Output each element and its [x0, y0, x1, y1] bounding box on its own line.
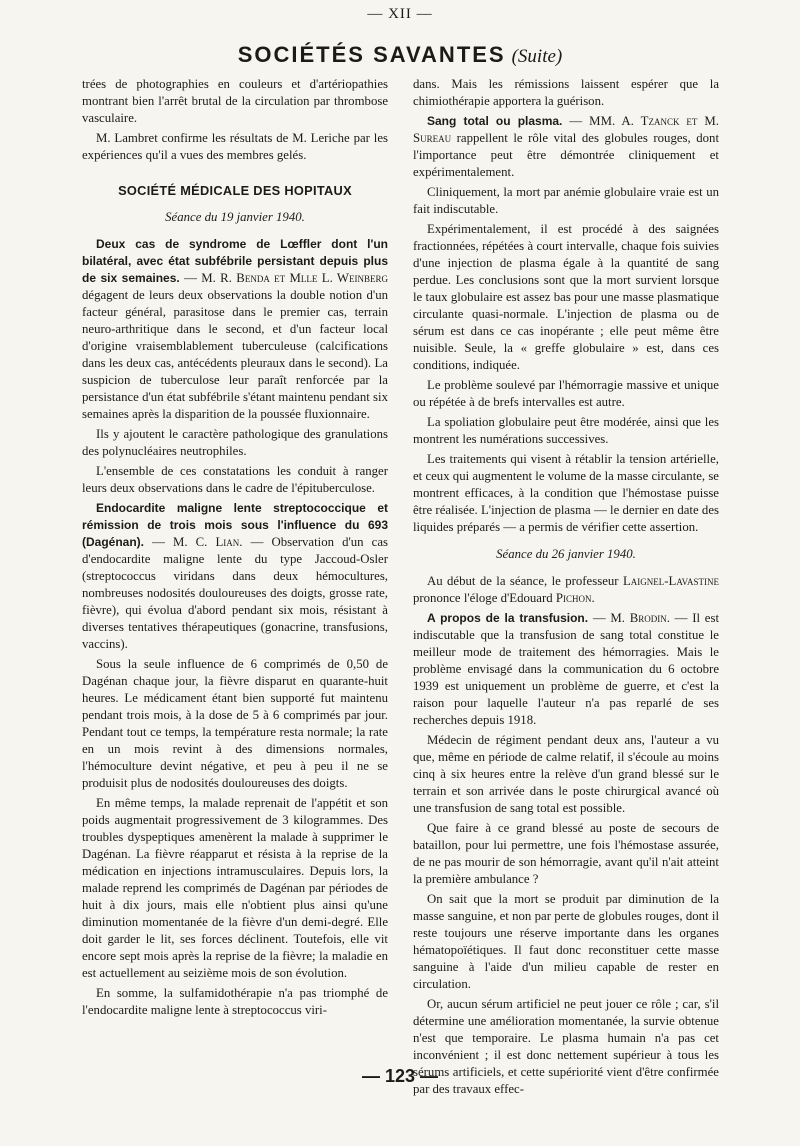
session-date: Séance du 19 janvier 1940. [165, 210, 305, 224]
paragraph: L'ensemble de ces constatations les conduit à ranger leurs deux observations dans le cadre de l'épituberculose. [82, 464, 388, 495]
paragraph: Les traitements qui visent à rétablir la tension artérielle, et ceux qui augmentent le volume de la masse circulante, se montrent efficaces, à la condition que l'hémostase puisse être réalisée. L'injection de plasma — le dernier en date des liquides préparés — a permis de vérifier cette assertion. [413, 452, 719, 534]
paragraph: Le problème soulevé par l'hémorragie massive et unique ou répétée à de brefs intervalles est autre. [413, 378, 719, 409]
paragraph: M. Lambret confirme les résultats de M. Leriche par les expériences qu'il a vues des membres gelés. [82, 131, 388, 162]
paragraph: Cliniquement, la mort par anémie globulaire vraie est un fait indiscutable. [413, 185, 719, 216]
article-text: — Observation d'un cas d'endocardite maligne lente du type Jaccoud-Osler (streptococcus viridans dans deux hémocultures, nombreuses nodosités douloureuses des doigts, grosse rate, fièvre), qui évolua d'abord pendant six mois, résistant à diverses tentatives thérapeutiques (gonacrine, transfusions, vaccins). [82, 535, 389, 651]
article-paragraph [413, 610, 719, 729]
society-title: SOCIÉTÉ MÉDICALE DES HOPITAUX [118, 183, 352, 198]
article-paragraph [82, 500, 388, 653]
article-paragraph [413, 113, 719, 181]
paragraph: Ils y ajoutent le caractère pathologique des granulations des polynucléaires neutrophiles. [82, 427, 388, 458]
session-date: Séance du 26 janvier 1940. [496, 547, 636, 561]
paragraph: Que faire à ce grand blessé au poste de secours de bataillon, pour lui permettre, une fois l'hémostase assurée, de ne pas mourir de son hémorragie, avant qu'il n'ait atteint la première ambulance ? [413, 821, 719, 886]
text-run: . [591, 591, 595, 605]
article-text: — Il est indiscutable que la transfusion de sang total constitue le meilleur mode de traitement des hémorragies. Mais le problème envisagé dans la communication du 6 octobre 1939 est uniquement un problème de guerre, et c'est la raison pour laquelle l'auteur n'a pas reparlé de ses recherches depuis 1918. [413, 611, 719, 727]
person-name: Laignel-Lavastine [622, 574, 719, 588]
paragraph: trées de photographies en couleurs et d'artériopathies montrant bien l'arrêt brutal de la circulation par thrombose vasculaire. [82, 77, 388, 125]
page-number: — 123 — [361, 1066, 439, 1086]
article-authors: — MM. A. Tzanck et M. Sureau [413, 114, 719, 145]
paragraph: Sous la seule influence de 6 comprimés de 0,50 de Dagénan chaque jour, la fièvre disparut en quarante-huit heures. Le médicament étant bien supporté fut maintenu pendant trois mois, à la dose de 5 à 6 comprimés par jour. Pendant tout ce temps, la température resta normale; la rate en un mois revint à des dimensions normales, l'hémoculture devint négative, et peu à peu il ne se produisit plus de nodosités douloureuses des doigts. [82, 657, 388, 790]
article-title: Deux cas de syndrome de Lœffler dont l'un bilatéral, avec état subfébrile persistant depuis plus de six semaines. [82, 237, 388, 285]
article-authors: — M. Brodin. [588, 611, 670, 625]
paragraph: On sait que la mort se produit par diminution de la masse sanguine, et non par perte de globules rouges, dont il reste toujours une réserve importante dans les organes hématopoïétiques. Il faut donc reconstituer cette masse sanguine à l'aide d'un milieu capable de rester en circulation. [413, 892, 719, 991]
article-title: Sang total ou plasma. [427, 114, 563, 128]
right-column [413, 76, 719, 1096]
text-run: Au début de la séance, le professeur [427, 574, 623, 588]
roman-folio: — XII — [367, 6, 433, 22]
paragraph: dans. Mais les rémissions laissent espérer que la chimiothérapie apportera la guérison. [413, 77, 719, 108]
paragraph: Or, aucun sérum artificiel ne peut jouer ce rôle ; car, s'il détermine une amélioration momentanée, la survie obtenue n'est que temporaire. Le plasma humain n'a pas cet inconvénient ; il est donc nettement supérieur à tous les sérums artificiels, et cette supériorité vient d'être confirmée par des travaux effec- [413, 997, 719, 1096]
paragraph: En somme, la sulfamidothérapie n'a pas triomphé de l'endocardite maligne lente à streptococcus viri- [82, 986, 388, 1017]
paragraph [413, 573, 719, 607]
article-text: rappellent le rôle vital des globules rouges, dont l'importance peut être démontrée cliniquement et expérimentalement. [413, 131, 719, 179]
article-authors: — M. R. Benda et Mlle L. Weinberg [179, 271, 388, 285]
left-column [82, 76, 388, 1061]
paragraph: En même temps, la malade reprenait de l'appétit et son poids augmentait progressivement de 3 kilogrammes. Des troubles dyspeptiques amenèrent la malade à supprimer le Dagénan. La fièvre réapparut et résista à la reprise de la médication en injections intramusculaires. Depuis lors, la malade reprend les comprimés de Dagénan par périodes de huit à dix jours, mais elle n'obtient plus ainsi qu'une diminution momentanée de la fièvre d'un demi-degré. Elle doit garder le lit, ses forces déclinent. Toutefois, elle vit encore sept mois après la reprise de la fièvre; la maladie en est actuellement au seizième mois de son évolution. [82, 796, 388, 980]
header-suite: (Suite) [511, 46, 563, 67]
article-authors: — M. C. Lian. [144, 535, 243, 549]
article-title: A propos de la transfusion. [427, 611, 589, 625]
article-paragraph [82, 236, 388, 423]
person-name: Pichon [555, 591, 592, 605]
paragraph: Médecin de régiment pendant deux ans, l'auteur a vu que, même en période de calme relatif, il s'écoule au moins cinq à six heures entre la relève d'un grand blessé sur le terrain et son arrivée dans le poste chirurgical avancé où une transfusion de sang total est possible. [413, 733, 719, 815]
article-title: Endocardite maligne lente streptococcique et rémission de trois mois sous l'influence du 693 (Dagénan). [82, 501, 388, 549]
text-run: prononce l'éloge d'Edouard [413, 591, 556, 605]
paragraph: Expérimentalement, il est procédé à des saignées fractionnées, répétées à court intervalle, chaque fois suivies d'une injection de plasma égale à la quantité de sang perdue. Les conclusions sont que la mort survient lorsque le taux globulaire est assez bas pour une masse plasmatique circulante quasi-normale. L'injection de plasma ou de sérum est dans ce cas inopérante ; elle peut même être nuisible. Seule, la « greffe globulaire » est, dans ces conditions, indiquée. [413, 222, 719, 372]
header-title: SOCIÉTÉS SAVANTES [237, 42, 506, 67]
paragraph: La spoliation globulaire peut être modérée, ainsi que les montrent les numérations successives. [413, 415, 719, 446]
article-text: dégagent de leurs deux observations la double notion d'un facteur général, parasitose dans le premier cas, terrain neuro-arthritique dans le second, et d'un facteur local d'origine vraisemblablement tuberculeuse (calcifications dans les deux cas, antécédents pleuraux dans le second). La suspicion de tuberculose leur paraît renforcée par la persistance d'un état subfébrile s'étant maintenu pendant six semaines après la disparition de la poussée fluxionnaire. [82, 288, 388, 421]
section-header [0, 42, 800, 68]
